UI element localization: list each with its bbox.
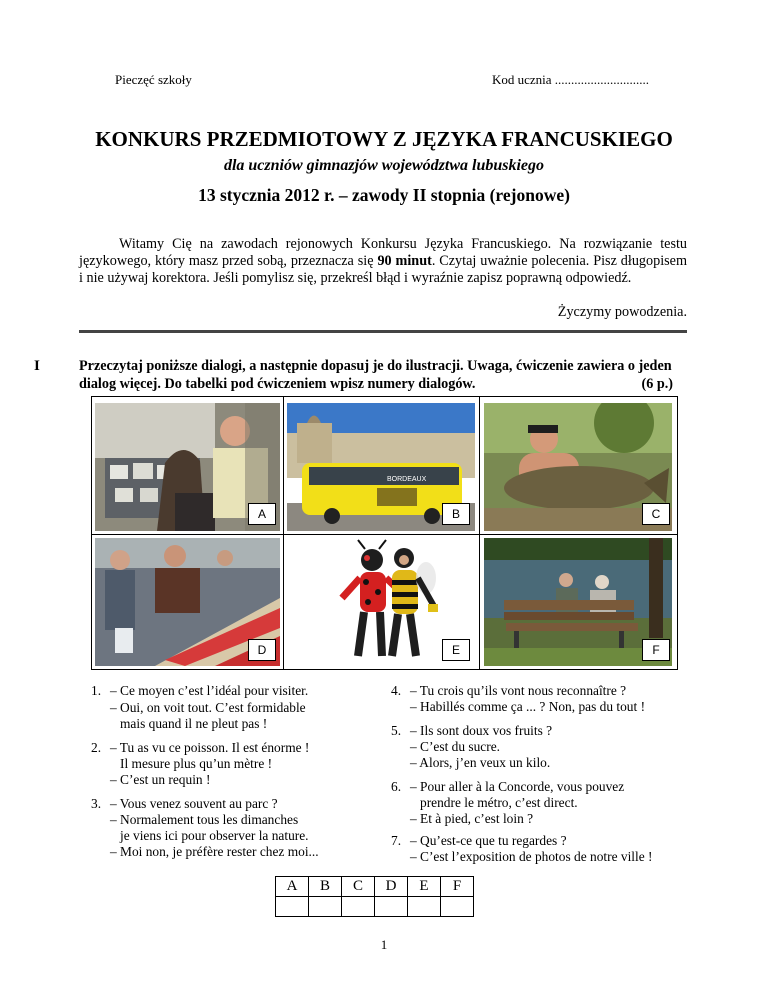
- label-b: B: [442, 503, 470, 525]
- illustration-grid: [91, 396, 678, 670]
- intro-paragraph: Witamy Cię na zawodach rejonowych Konkursu Języka Francuskiego. Na rozwiązanie testu językowego, który masz przed sobą, przeznacza się 90 minut. Czytaj uważnie polecenia. Pisz długopisem i nie używaj korektora. Jeśli pomylisz się, przekreśl błąd i wyraźnie zapisz poprawną odpowiedź.: [79, 236, 688, 286]
- answer-header-a: A: [276, 877, 309, 897]
- bus-sign: BORDEAUX: [387, 476, 427, 483]
- task-instruction: Przeczytaj poniższe dialogi, a następnie dopasuj je do ilustracji. Uwaga, ćwiczenie zawiera o jeden dialog więcej. Do tabelki pod ćwiczeniem wpisz numery dialogów. (6 p.): [79, 358, 673, 392]
- grid-divider: [283, 397, 284, 669]
- wishes: Życzymy powodzenia.: [557, 304, 687, 320]
- answer-header-c: C: [342, 877, 375, 897]
- answer-cell-d[interactable]: [375, 897, 408, 917]
- task-number: I: [34, 358, 40, 374]
- page-subtitle: dla uczniów gimnazjów województwa lubuskiego: [223, 157, 545, 174]
- answer-table-header: [276, 877, 474, 897]
- label-e: E: [442, 639, 470, 661]
- answer-cell-a[interactable]: [276, 897, 309, 917]
- answer-header-e: E: [408, 877, 441, 897]
- answer-cell-b[interactable]: [309, 897, 342, 917]
- label-c: C: [642, 503, 670, 525]
- date-line: 13 stycznia 2012 r. – zawody II stopnia (rejonowe): [198, 185, 570, 205]
- answer-header-f: F: [441, 877, 474, 897]
- grid-divider: [479, 397, 480, 669]
- label-a: A: [248, 503, 276, 525]
- page-number: 1: [380, 937, 388, 952]
- answer-cell-e[interactable]: [408, 897, 441, 917]
- answer-table: [275, 876, 474, 917]
- divider: [79, 330, 687, 333]
- answer-header-b: B: [309, 877, 342, 897]
- page-title: KONKURS PRZEDMIOTOWY Z JĘZYKA FRANCUSKIEGO: [95, 127, 673, 151]
- answer-table-row: [276, 897, 474, 917]
- answer-header-d: D: [375, 877, 408, 897]
- answer-cell-c[interactable]: [342, 897, 375, 917]
- student-code-field[interactable]: Kod ucznia .............................: [492, 72, 650, 87]
- answer-cell-f[interactable]: [441, 897, 474, 917]
- label-f: F: [642, 639, 670, 661]
- label-d: D: [248, 639, 276, 661]
- grid-divider: [92, 534, 677, 535]
- photo-costumes: [330, 538, 445, 666]
- school-stamp-label: Pieczęć szkoły: [115, 72, 192, 87]
- task-points: (6 p.): [641, 376, 673, 392]
